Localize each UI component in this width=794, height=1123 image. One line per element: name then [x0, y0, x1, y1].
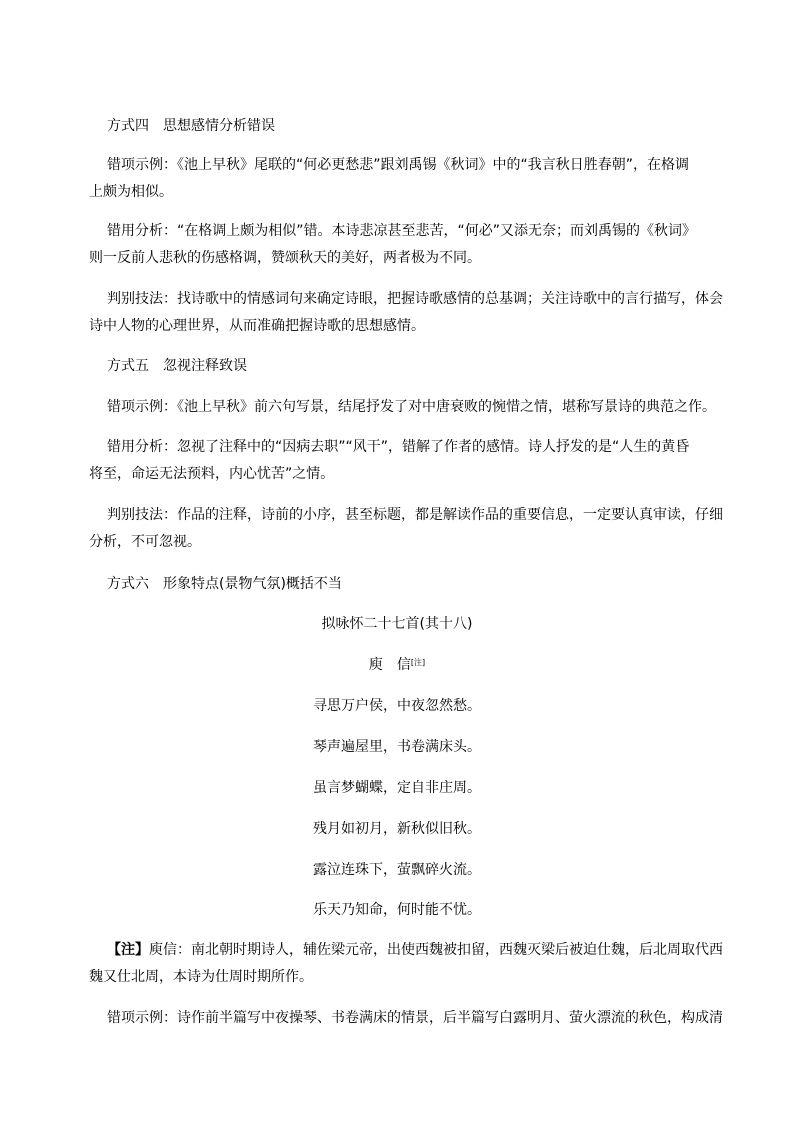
- poem-line: 虽言梦蝴蝶，定自非庄周。: [313, 780, 481, 796]
- poem-line: 露泣连珠下，萤飘碎火流。: [313, 862, 481, 878]
- note-tag: 【注】: [107, 942, 149, 958]
- poem-author: [0, 655, 794, 675]
- note-text: 庾信：南北朝时期诗人，辅佐梁元帝，出使西魏被扣留，西魏灭梁后被迫仕魏，后北周取代西: [149, 942, 723, 958]
- paragraph-line: 错用分析：忽视了注释中的“因病去职”“风干”，错解了作者的感情。诗人抒发的是“人生的黄昏: [107, 439, 690, 455]
- paragraph-line: 错项示例：《池上早秋》前六句写景，结尾抒发了对中唐衰败的惋惜之情，堪称写景诗的典范之作。: [107, 399, 716, 415]
- section-heading-4: 方式四 思想感情分析错误: [107, 118, 275, 134]
- paragraph-line: 错用分析：“在格调上颇为相似”错。本诗悲凉甚至悲苦，“何必”又添无奈；而刘禹锡的《秋词》: [107, 223, 697, 239]
- note-line: [107, 940, 723, 960]
- poem-line: 残月如初月，新秋似旧秋。: [313, 821, 481, 837]
- paragraph-line: 判别技法：作品的注释，诗前的小序，甚至标题，都是解读作品的重要信息，一定要认真审读，仔细: [107, 507, 723, 523]
- paragraph-line: 错项示例：诗作前半篇写中夜操琴、书卷满床的情景，后半篇写白露明月、萤火漂流的秋色，构成清: [107, 1010, 723, 1026]
- paragraph-line: 错项示例：《池上早秋》尾联的“何必更愁悲”跟刘禹锡《秋词》中的“我言秋日胜春朝”，在格调: [107, 157, 690, 173]
- poem-line: 乐天乃知命，何时能不忧。: [313, 902, 481, 918]
- note-line: 魏又仕北周，本诗为仕周时期所作。: [89, 969, 313, 985]
- paragraph-line: 则一反前人悲秋的伤感格调，赞颂秋天的美好，两者极为不同。: [89, 250, 481, 266]
- paragraph-line: 判别技法：找诗歌中的情感词句来确定诗眼，把握诗歌感情的总基调；关注诗歌中的言行描写，体会: [107, 291, 723, 307]
- poem-title: 拟咏怀二十七首(其十八): [321, 616, 473, 632]
- paragraph-line: 上颇为相似。: [89, 184, 173, 200]
- poem-line: 琴声遍屋里，书卷满床头。: [313, 739, 481, 755]
- author-name: 庾 信: [368, 657, 411, 673]
- section-heading-6: 方式六 形象特点(景物气氛)概括不当: [107, 576, 342, 592]
- paragraph-line: 将至，命运无法预料，内心忧苦”之情。: [89, 466, 335, 482]
- author-note-mark: [注]: [410, 658, 426, 667]
- section-heading-5: 方式五 忽视注释致误: [107, 358, 247, 374]
- poem-line: 寻思万户侯，中夜忽然愁。: [313, 698, 481, 714]
- paragraph-line: 分析，不可忽视。: [89, 534, 201, 550]
- paragraph-line: 诗中人物的心理世界，从而准确把握诗歌的思想感情。: [89, 318, 425, 334]
